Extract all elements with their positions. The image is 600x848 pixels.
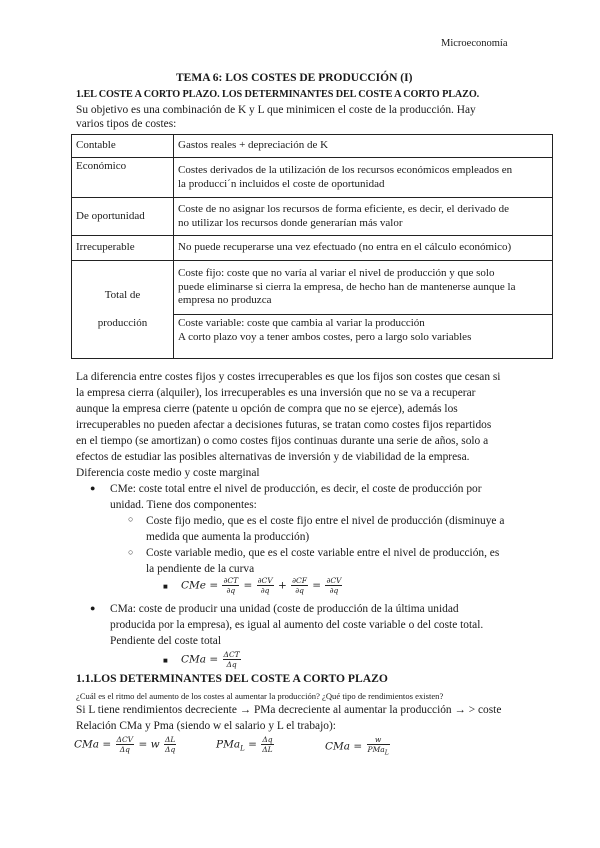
fraction <box>164 735 176 754</box>
numerator: Δq <box>262 735 273 744</box>
formula-lhs: PMa <box>216 738 241 751</box>
section11-line-2: Relación CMa y Pma (siendo w el salario y L el trabajo): <box>76 720 336 732</box>
pma-formula: PMa$_L$ = $\frac{\Delta q}{\Delta L}$ <box>216 735 273 754</box>
square-bullet-icon: ■ <box>163 582 168 591</box>
section-question: ¿Cuál es el ritmo del aumento de los costes al aumentar la producción? ¿Qué tipo de rendimientos existen? <box>76 691 444 701</box>
desc-line: Coste fijo: coste que no varía al variar el nivel de producción y que solo <box>178 267 495 280</box>
circle-bullet-icon: ○ <box>128 547 134 557</box>
total-variable <box>174 315 553 359</box>
costs-table <box>71 134 553 359</box>
fraction <box>257 576 274 595</box>
desc-line: A corto plazo voy a tener ambos costes, pero a largo solo variables <box>178 330 472 343</box>
cma-line: Pendiente del coste total <box>110 635 222 647</box>
header-subject: Microeconomía <box>441 38 508 49</box>
section11-line-1: Si L tiene rendimientos decreciente → PMa decreciente al aumentar la producción → > coste <box>76 704 502 716</box>
cma-wage-formula: CMa = $\frac{w}{PMa_L}$ <box>325 735 389 757</box>
cme-sub1-line: Coste fijo medio, que es el coste fijo entre el nivel de producción (disminuye a <box>146 515 505 527</box>
formula-lhs: CMa <box>325 740 351 753</box>
section-heading-1: 1.EL COSTE A CORTO PLAZO. LOS DETERMINANTES DEL COSTE A CORTO PLAZO. <box>76 89 480 100</box>
cme-formula: CMe = $\frac{\partial CT}{\partial q}$ = $\frac{\partial CV}{\partial q}$ + $\frac{\partial CF}{\partial q}$ = $\frac{\partial CV}{\partial q}$ <box>181 576 342 595</box>
row-label: Contable <box>72 135 174 158</box>
total-fijo <box>174 261 553 315</box>
numerator: ∂CV <box>326 576 342 585</box>
desc-line: empresa no produzca <box>178 294 272 307</box>
denominator: Δq <box>119 745 130 754</box>
denominator: ∂q <box>260 586 270 595</box>
table-row <box>72 158 553 198</box>
total-label-line: Total de <box>104 289 141 301</box>
cme-sub1-line: medida que aumenta la producción) <box>146 531 310 543</box>
table-row <box>72 261 553 315</box>
formula-w: w <box>150 738 160 751</box>
fraction <box>261 735 273 754</box>
desc-line: Costes derivados de la utilización de los recursos económicos empleados en <box>178 164 513 176</box>
paragraph-line: aunque la empresa cierre (patente u opción de compra que no se ejerce), además los <box>76 403 458 415</box>
desc-line: la producci´n incluidos el coste de oportunidad <box>178 177 385 190</box>
numerator: ∂CF <box>292 576 307 585</box>
paragraph-line: la empresa cierra (alquiler), los irrecuperables es una inversión que no se va a recuperar <box>76 387 476 399</box>
row-label: Económico <box>72 158 174 198</box>
cma-line: CMa: coste de producir una unidad (coste de producción de la última unidad <box>110 603 459 615</box>
cma-relation-formula: CMa = $\frac{\text{ΔCV}}{\Delta q}$ = w $\frac{\Delta L}{\Delta q}$ <box>74 735 176 754</box>
paragraph-line: La diferencia entre costes fijos y costes irrecuperables es que los fijos son costes que cesan si <box>76 371 501 383</box>
numerator: ΔCT <box>223 650 240 659</box>
denominator: Δq <box>226 660 237 669</box>
fraction <box>367 735 390 758</box>
section-heading-1-1: 1.1.LOS DETERMINANTES DEL COSTE A CORTO PLAZO <box>76 672 388 685</box>
denominator: ∂q <box>295 586 304 595</box>
fraction <box>223 650 241 669</box>
table-row <box>72 198 553 236</box>
numerator: ∂CV <box>257 576 273 585</box>
formula-lhs: CMa <box>181 653 207 666</box>
denominator: ΔL <box>262 745 273 754</box>
row-desc <box>174 198 553 236</box>
row-desc: No puede recuperarse una vez efectuado (no entra en el cálculo económico) <box>174 236 553 261</box>
row-label: De oportunidad <box>72 198 174 236</box>
numerator: ∂CT <box>223 576 239 585</box>
row-desc: Gastos reales + depreciación de K <box>174 135 553 158</box>
formula-lhs: CMe <box>181 579 206 592</box>
numerator: ΔCV <box>116 735 134 744</box>
bullet-icon: ● <box>90 603 96 613</box>
cma-formula: CMa = $\frac{\text{ΔCT}}{\Delta q}$ <box>181 650 240 669</box>
square-bullet-icon: ■ <box>163 656 168 665</box>
fraction <box>116 735 135 754</box>
cme-line: unidad. Tiene dos componentes: <box>110 499 257 511</box>
paragraph-line: efectos de estudiar las posibles alternativas de inversión y de viabilidad de la empresa. <box>76 451 470 463</box>
fraction <box>325 576 342 595</box>
paragraph-line: irrecuperables no pueden afectar a decisiones futuras, se tratan como costes fijos repartidos <box>76 419 492 431</box>
total-label-line: producción <box>97 316 148 329</box>
denominator: ∂q <box>226 586 236 595</box>
cma-line: producida por la empresa), es igual al aumento del coste variable o del coste total. <box>110 619 484 631</box>
denominator <box>367 745 390 758</box>
intro-line-2: varios tipos de costes: <box>76 118 177 130</box>
desc-line: puede eliminarse si cierra la empresa, de hecho han de mantenerse aunque la <box>178 280 516 293</box>
denominator-text: PMa <box>367 745 385 754</box>
cme-sub2-line: Coste variable medio, que es el coste variable entre el nivel de producción, es <box>146 547 500 559</box>
numerator: ΔL <box>164 735 176 744</box>
bullet-icon: ● <box>90 483 96 493</box>
desc-line: Coste de no asignar los recursos de forma eficiente, es decir, el derivado de <box>178 203 509 215</box>
total-label <box>72 261 174 359</box>
desc-line: no utilizar los recursos donde generarían más valor <box>178 216 403 229</box>
row-label: Irrecuperable <box>72 236 174 261</box>
fraction <box>291 576 308 595</box>
intro-line-1: Su objetivo es una combinación de K y L que minimicen el coste de la producción. Hay <box>76 104 476 116</box>
table-row <box>72 135 553 158</box>
formula-lhs: CMa <box>74 738 100 751</box>
denominator: ∂q <box>329 586 339 595</box>
diff-heading: Diferencia coste medio y coste marginal <box>76 467 260 479</box>
subscript: L <box>240 744 245 753</box>
denominator: Δq <box>165 745 176 754</box>
table-row <box>72 236 553 261</box>
subscript: L <box>384 749 389 757</box>
cme-line: CMe: coste total entre el nivel de producción, es decir, el coste de producción por <box>110 483 482 495</box>
desc-line: Coste variable: coste que cambia al variar la producción <box>178 317 425 329</box>
paragraph-line: en el tiempo (se amortizan) o como costes fijos continuas durante una serie de años, solo a <box>76 435 489 447</box>
cme-sub2-line: la pendiente de la curva <box>146 563 255 575</box>
circle-bullet-icon: ○ <box>128 514 134 524</box>
row-desc <box>174 158 553 198</box>
fraction <box>222 576 239 595</box>
page-title: TEMA 6: LOS COSTES DE PRODUCCIÓN (I) <box>176 72 413 84</box>
numerator: w <box>367 735 390 745</box>
